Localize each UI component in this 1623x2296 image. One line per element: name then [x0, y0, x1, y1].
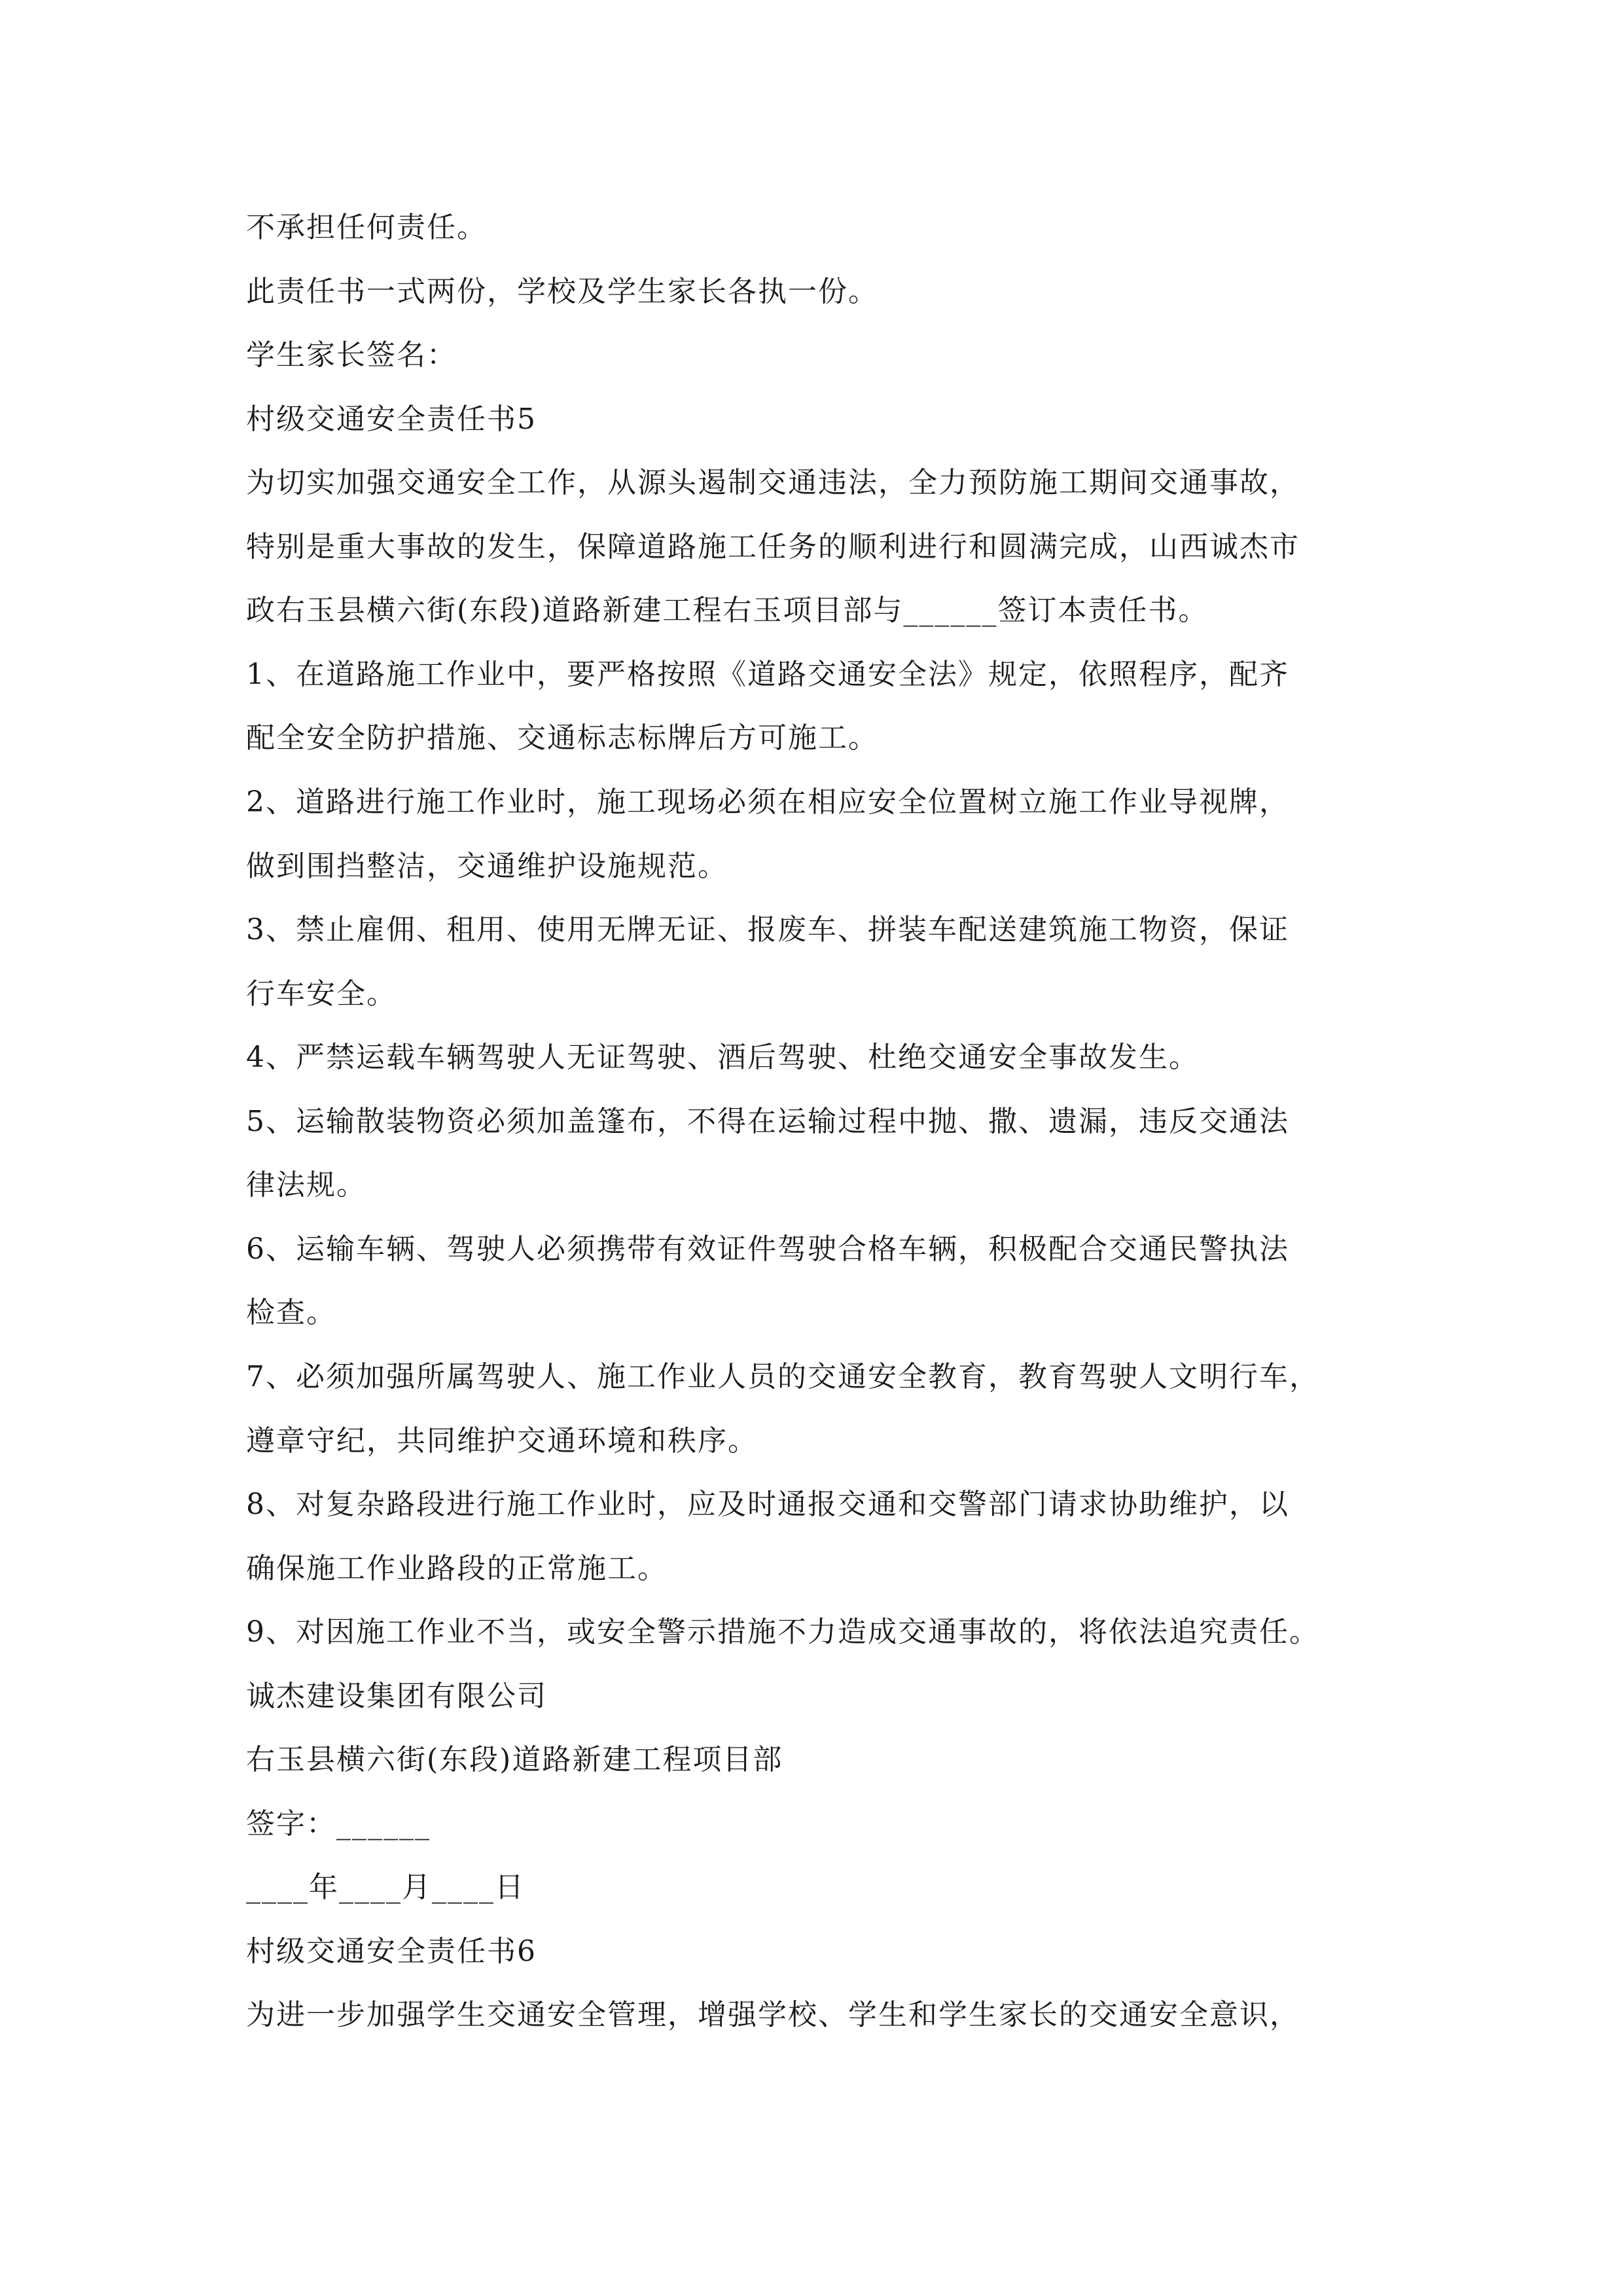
- text-line: 7、必须加强所属驾驶人、施工作业人员的交通安全教育，教育驾驶人文明行车，: [246, 1360, 1319, 1393]
- section-heading: 村级交通安全责任书5: [246, 403, 537, 436]
- text-line: 6、运输车辆、驾驶人必须携带有效证件驾驶合格车辆，积极配合交通民警执法: [246, 1232, 1289, 1266]
- text-line: 不承担任何责任。: [246, 211, 487, 244]
- text-line: 确保施工作业路段的正常施工。: [246, 1552, 668, 1585]
- text-line: 9、对因施工作业不当，或安全警示措施不力造成交通事故的，将依法追究责任。: [246, 1615, 1319, 1649]
- text-line: 特别是重大事故的发生，保障道路施工任务的顺利进行和圆满完成，山西诚杰市: [246, 530, 1300, 564]
- text-line: 律法规。: [246, 1168, 366, 1202]
- text-line: 检查。: [246, 1296, 336, 1329]
- text-line: 3、禁止雇佣、租用、使用无牌无证、报废车、拼装车配送建筑施工物资，保证: [246, 913, 1289, 946]
- signature-line: 签字：______: [246, 1807, 431, 1840]
- section-heading: 村级交通安全责任书6: [246, 1935, 537, 1968]
- text-line: 1、在道路施工作业中，要严格按照《道路交通安全法》规定，依照程序，配齐: [246, 658, 1289, 691]
- text-line: 遵章守纪，共同维护交通环境和秩序。: [246, 1424, 758, 1458]
- text-line: 为进一步加强学生交通安全管理，增强学校、学生和学生家长的交通安全意识，: [246, 1998, 1300, 2032]
- text-line: 为切实加强交通安全工作，从源头遏制交通违法，全力预防施工期间交通事故，: [246, 466, 1300, 499]
- date-line: ____年____月____日: [246, 1871, 525, 1904]
- text-line: 5、运输散装物资必须加盖篷布，不得在运输过程中抛、撒、遗漏，违反交通法: [246, 1105, 1289, 1138]
- text-line: 2、道路进行施工作业时，施工现场必须在相应安全位置树立施工作业导视牌，: [246, 785, 1289, 819]
- text-line: 4、严禁运载车辆驾驶人无证驾驶、酒后驾驶、杜绝交通安全事故发生。: [246, 1041, 1199, 1074]
- text-line: 学生家长签名：: [246, 338, 457, 372]
- project-department: 右玉县横六街(东段)道路新建工程项目部: [246, 1743, 783, 1776]
- text-line: 配全安全防护措施、交通标志标牌后方可施工。: [246, 721, 878, 755]
- text-line: 政右玉县横六街(东段)道路新建工程右玉项目部与______签订本责任书。: [246, 594, 1209, 627]
- text-line: 8、对复杂路段进行施工作业时，应及时通报交通和交警部门请求协助维护，以: [246, 1488, 1289, 1521]
- text-line: 此责任书一式两份，学校及学生家长各执一份。: [246, 275, 878, 308]
- company-name: 诚杰建设集团有限公司: [246, 1679, 547, 1713]
- text-line: 行车安全。: [246, 977, 397, 1011]
- text-line: 做到围挡整洁，交通维护设施规范。: [246, 850, 728, 883]
